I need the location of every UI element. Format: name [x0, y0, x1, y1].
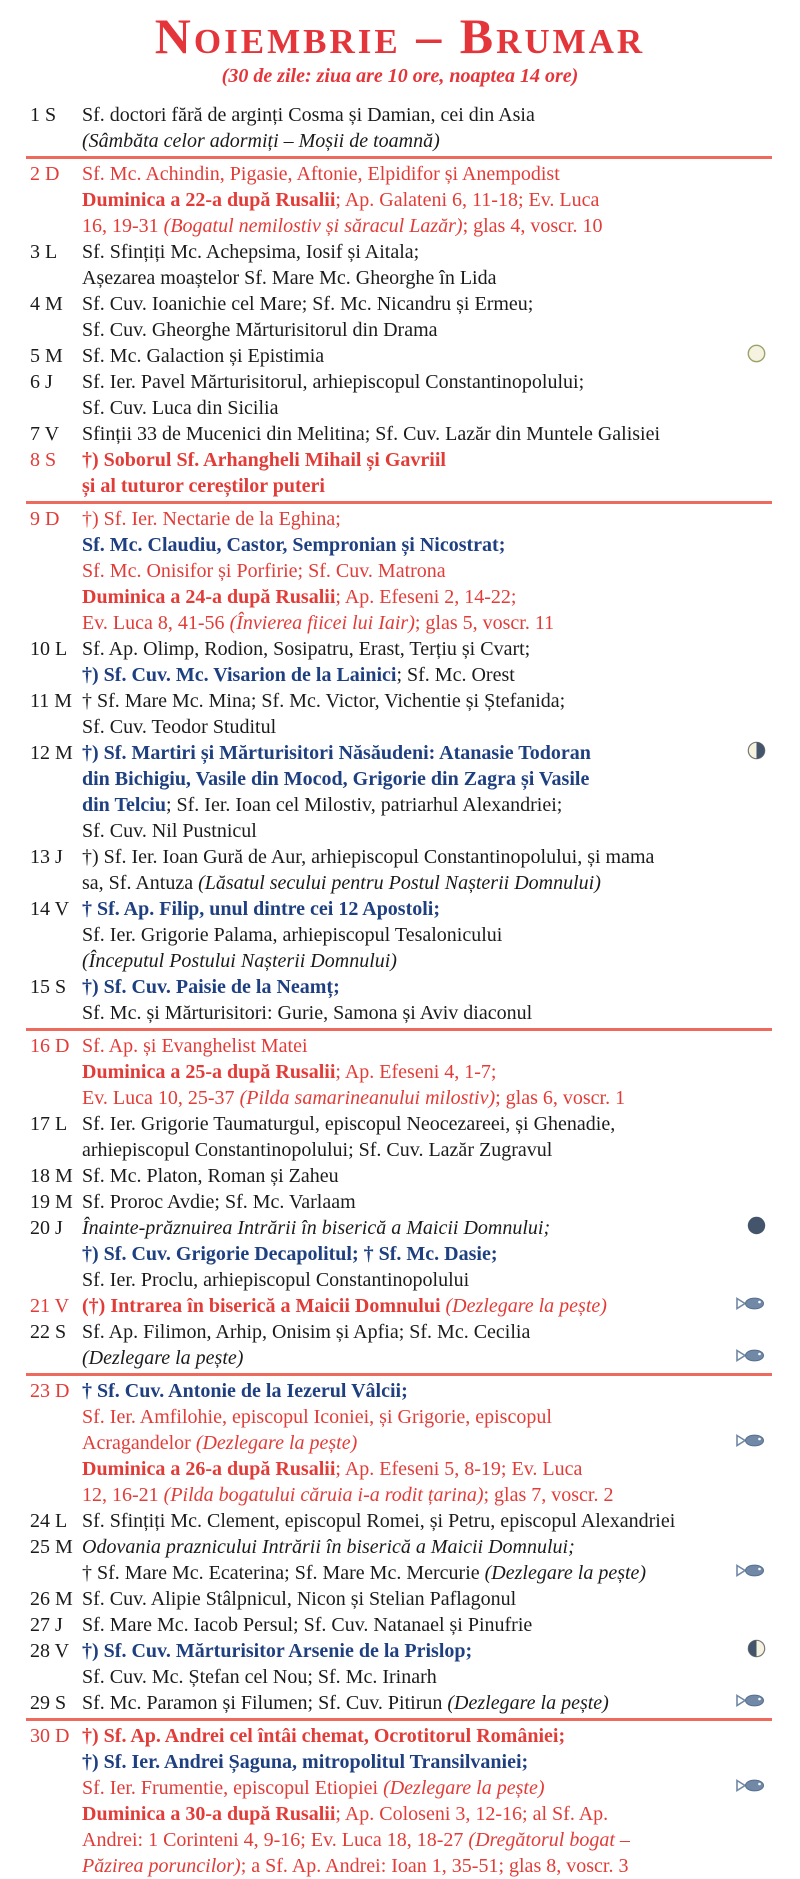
entry-text: †) Soborul Sf. Arhangheli Mihail și Gavriil	[82, 449, 446, 471]
calendar-row-day-2	[0, 161, 800, 239]
entry-line	[82, 610, 800, 636]
entry-text: Sf. Ier. Frumentie, episcopul Etiopiei	[82, 1777, 384, 1799]
entry-text: Sfinții 33 de Mucenici din Melitina; Sf. Cuv. Lazăr din Muntele Galisiei	[82, 423, 661, 445]
calendar-row-day-6	[0, 369, 800, 421]
day-label: 12 M	[30, 742, 73, 764]
fish-icon	[736, 1433, 766, 1453]
entry-text: †) Sf. Ap. Andrei cel întâi chemat, Ocrotitorul României;	[82, 1725, 566, 1747]
entry-line	[82, 1664, 800, 1690]
day-entries	[82, 688, 800, 740]
entry-line	[82, 1612, 800, 1638]
entry-text: ; Ap. Efeseni 4, 1-7;	[335, 1061, 497, 1083]
entry-text: (Învierea fiicei lui Iair)	[229, 612, 415, 634]
entry-text: ; Sf. Ier. Ioan cel Milostiv, patriarhul Alexandriei;	[165, 794, 563, 816]
day-label: 7 V	[30, 423, 60, 445]
entry-text: Înainte-prăznuirea Intrării în biserică a Maicii Domnului;	[82, 1217, 551, 1239]
entry-text: Sf. Ier. Amfilohie, episcopul Iconiei, și Grigorie, episcopul	[82, 1406, 552, 1428]
day-label: 21 V	[30, 1295, 70, 1317]
entry-line	[82, 1749, 800, 1775]
entry-text: sa, Sf. Antuza	[82, 872, 199, 894]
entry-text: Duminica a 30-a după Rusalii	[82, 1803, 336, 1825]
entry-text: †) Sf. Cuv. Mc. Visarion de la Lainici	[82, 664, 397, 686]
entry-text: Sf. Mc. Achindin, Pigasie, Aftonie, Elpidifor și Anempodist	[82, 163, 560, 185]
entry-text: Ev. Luca 10, 25-37	[82, 1087, 240, 1109]
day-entries	[82, 421, 800, 447]
day-label: 27 J	[30, 1614, 63, 1636]
entry-line	[82, 265, 800, 291]
entry-text: †) Sf. Ier. Ioan Gură de Aur, arhiepiscopul Constantinopolului, și mama	[82, 846, 655, 868]
day-label: 30 D	[30, 1725, 70, 1747]
entry-text: (Sâmbăta celor adormiți – Moșii de toamnă)	[82, 130, 440, 152]
entry-text: ; glas 7, voscr. 2	[483, 1484, 614, 1506]
entry-text: Acragandelor	[82, 1432, 196, 1454]
row-icon-slot	[736, 1778, 766, 1798]
entry-text: Sf. Cuv. Luca din Sicilia	[82, 397, 279, 419]
entry-text: din Telciu	[82, 794, 166, 816]
entry-text: (Dezlegare la pește)	[82, 1347, 244, 1369]
calendar-row-day-23	[0, 1378, 800, 1508]
entry-text: †) Sf. Cuv. Grigorie Decapolitul; † Sf. Mc. Dasie;	[82, 1243, 498, 1265]
page-subtitle: (30 de zile: ziua are 10 ore, noaptea 14 ore)	[221, 65, 579, 87]
entry-text: (Dregătorul bogat –	[468, 1829, 630, 1851]
day-label: 3 L	[30, 241, 58, 263]
entry-text: Duminica a 25-a după Rusalii	[82, 1061, 336, 1083]
entry-line	[82, 1690, 800, 1716]
day-label: 13 J	[30, 846, 63, 868]
entry-text: ; Ap. Coloseni 3, 12-16; al Sf. Ap.	[335, 1803, 609, 1825]
calendar-row-day-19	[0, 1189, 800, 1215]
entry-line	[82, 1163, 800, 1189]
full-moon-icon	[747, 344, 766, 368]
day-label: 18 M	[30, 1165, 73, 1187]
entry-text: (Lăsatul secului pentru Postul Nașterii Domnului)	[198, 872, 601, 894]
calendar-row-day-29	[0, 1690, 800, 1716]
entry-text: Ev. Luca 8, 41-56	[82, 612, 230, 634]
entry-text: (Dezlegare la pește)	[195, 1432, 358, 1454]
entry-line	[82, 766, 800, 792]
entry-text: Sf. Mc. Platon, Roman și Zaheu	[82, 1165, 339, 1187]
entry-line	[82, 1482, 800, 1508]
calendar-row-day-3	[0, 239, 800, 291]
entry-text: și al tuturor cereștilor puteri	[82, 475, 325, 497]
day-label: 1 S	[30, 104, 57, 126]
entry-text: Sf. Proroc Avdie; Sf. Mc. Varlaam	[82, 1191, 356, 1213]
entry-line	[82, 714, 800, 740]
entry-text: Sf. Ier. Grigorie Palama, arhiepiscopul Tesalonicului	[82, 924, 503, 946]
entry-line	[82, 1137, 800, 1163]
entry-line	[82, 369, 800, 395]
day-label: 28 V	[30, 1640, 70, 1662]
day-entries	[82, 291, 800, 343]
entry-line	[82, 239, 800, 265]
day-label: 9 D	[30, 508, 60, 530]
day-entries	[82, 740, 800, 844]
entry-line	[82, 1033, 800, 1059]
entry-text: Sf. Ier. Proclu, arhiepiscopul Constantinopolului	[82, 1269, 470, 1291]
row-icon-slot	[736, 1218, 766, 1238]
entry-text: (Dezlegare la pește)	[484, 1562, 647, 1584]
row-icon-slot	[736, 1348, 766, 1368]
entry-text: † Sf. Mare Mc. Ecaterina; Sf. Mare Mc. Mercurie	[82, 1562, 485, 1584]
entry-line	[82, 291, 800, 317]
day-label: 15 S	[30, 976, 67, 998]
day-entries	[82, 239, 800, 291]
calendar-row-day-9	[0, 506, 800, 636]
entry-text: Odovania praznicului Intrării în biserică a Maicii Domnului;	[82, 1536, 575, 1558]
entry-line	[82, 473, 800, 499]
entry-line	[82, 1456, 800, 1482]
day-label: 8 S	[30, 449, 57, 471]
fish-icon	[736, 1693, 766, 1713]
entry-line	[82, 1189, 800, 1215]
day-entries	[82, 1638, 800, 1690]
entry-text: Păzirea poruncilor)	[82, 1855, 241, 1877]
entry-line	[82, 532, 800, 558]
entry-text: (Pilda samarineanului milostiv)	[239, 1087, 496, 1109]
entry-text: Sf. Cuv. Ioanichie cel Mare; Sf. Mc. Nicandru și Ermeu;	[82, 293, 534, 315]
entry-line	[82, 161, 800, 187]
calendar-row-day-21	[0, 1293, 800, 1319]
calendar-row-day-10	[0, 636, 800, 688]
calendar-row-day-26	[0, 1586, 800, 1612]
calendar-list	[0, 102, 800, 1879]
day-entries	[82, 896, 800, 974]
entry-line	[82, 870, 800, 896]
entry-text: Sf. Mc. Galaction și Epistimia	[82, 345, 325, 367]
entry-text: Duminica a 22-a după Rusalii	[82, 189, 336, 211]
entry-text: Sf. Cuv. Alipie Stâlpnicul, Nicon și Stelian Paflagonul	[82, 1588, 517, 1610]
entry-line	[82, 1111, 800, 1137]
day-entries	[82, 636, 800, 688]
entry-line	[82, 558, 800, 584]
entry-text: Sf. doctori fără de arginți Cosma și Damian, cei din Asia	[82, 104, 535, 126]
entry-line	[82, 740, 800, 766]
entry-line	[82, 844, 800, 870]
entry-text: arhiepiscopul Constantinopolului; Sf. Cuv. Lazăr Zugravul	[82, 1139, 553, 1161]
day-label: 20 J	[30, 1217, 63, 1239]
entry-text: Sf. Sfințiți Mc. Clement, episcopul Romei, și Petru, episcopul Alexandriei	[82, 1510, 676, 1532]
entry-text: Sf. Sfințiți Mc. Achepsima, Iosif și Aitala;	[82, 241, 420, 263]
fish-icon	[736, 1348, 766, 1368]
entry-text: 16, 19-31	[82, 215, 164, 237]
day-label: 6 J	[30, 371, 53, 393]
entry-line	[82, 128, 800, 154]
calendar-row-day-11	[0, 688, 800, 740]
entry-line	[82, 1430, 800, 1456]
row-icon-slot	[736, 1433, 766, 1453]
entry-line	[82, 1345, 800, 1371]
entry-text: †) Sf. Martiri și Mărturisitori Năsăudeni: Atanasie Todoran	[82, 742, 591, 764]
day-entries	[82, 1508, 800, 1534]
day-entries	[82, 506, 800, 636]
day-label: 14 V	[30, 898, 70, 920]
sunday-separator-line	[26, 156, 772, 159]
entry-text: ; Ap. Efeseni 2, 14-22;	[335, 586, 517, 608]
entry-text: Sf. Ap. și Evanghelist Matei	[82, 1035, 308, 1057]
day-entries	[82, 1033, 800, 1111]
day-label: 23 D	[30, 1380, 70, 1402]
page-title: Noiembrie – Brumar	[154, 8, 646, 64]
entry-text: Sf. Mc. Claudiu, Castor, Sempronian și Nicostrat;	[82, 534, 506, 556]
entry-line	[82, 421, 800, 447]
day-label: 25 M	[30, 1536, 73, 1558]
entry-text: 12, 16-21	[82, 1484, 164, 1506]
entry-line	[82, 584, 800, 610]
row-icon-slot	[736, 1693, 766, 1713]
entry-line	[82, 1059, 800, 1085]
entry-line	[82, 1267, 800, 1293]
entry-text: ; glas 4, voscr. 10	[462, 215, 603, 237]
fish-icon	[736, 1563, 766, 1583]
entry-line	[82, 395, 800, 421]
new-moon-icon	[747, 1216, 766, 1240]
entry-text: (Dezlegare la pește)	[445, 1295, 607, 1317]
entry-line	[82, 922, 800, 948]
calendar-row-day-20	[0, 1215, 800, 1293]
entry-text: (Pilda bogatului căruia i-a rodit țarina)	[163, 1484, 484, 1506]
entry-text: † Sf. Cuv. Antonie de la Iezerul Vâlcii;	[82, 1380, 408, 1402]
sunday-separator-line	[26, 1718, 772, 1721]
entry-line	[82, 1853, 800, 1879]
entry-line	[82, 1085, 800, 1111]
entry-text: (Dezlegare la pește)	[447, 1692, 609, 1714]
day-entries	[82, 447, 800, 499]
day-label: 17 L	[30, 1113, 68, 1135]
day-label: 4 M	[30, 293, 63, 315]
calendar-row-day-12	[0, 740, 800, 844]
entry-text: †) Sf. Ier. Andrei Șaguna, mitropolitul Transilvaniei;	[82, 1751, 529, 1773]
calendar-row-day-15	[0, 974, 800, 1026]
entry-line	[82, 1293, 800, 1319]
day-label: 5 M	[30, 345, 63, 367]
calendar-row-day-28	[0, 1638, 800, 1690]
entry-text: Sf. Cuv. Gheorghe Mărturisitorul din Drama	[82, 319, 438, 341]
calendar-row-day-4	[0, 291, 800, 343]
entry-line	[82, 818, 800, 844]
entry-text: Sf. Ap. Filimon, Arhip, Onisim și Apfia; Sf. Mc. Cecilia	[82, 1321, 531, 1343]
entry-text: ; Ap. Efeseni 5, 8-19; Ev. Luca	[335, 1458, 583, 1480]
day-entries	[82, 1163, 800, 1189]
entry-line	[82, 1534, 800, 1560]
day-entries	[82, 1189, 800, 1215]
entry-text: Andrei: 1 Corinteni 4, 9-16; Ev. Luca 18, 18-27	[82, 1829, 469, 1851]
calendar-row-day-24	[0, 1508, 800, 1534]
entry-line	[82, 1801, 800, 1827]
day-label: 16 D	[30, 1035, 70, 1057]
entry-line	[82, 662, 800, 688]
entry-text: Sf. Mc. Onisifor și Porfirie; Sf. Cuv. Matrona	[82, 560, 446, 582]
entry-text: ; glas 6, voscr. 1	[495, 1087, 626, 1109]
entry-line	[82, 1508, 800, 1534]
day-label: 22 S	[30, 1321, 67, 1343]
entry-text: (Dezlegare la pește)	[383, 1777, 545, 1799]
entry-text: (Începutul Postului Nașterii Domnului)	[82, 950, 397, 972]
fish-icon	[736, 1296, 766, 1316]
day-entries	[82, 102, 800, 154]
entry-line	[82, 447, 800, 473]
entry-text: din Bichigiu, Vasile din Mocod, Grigorie din Zagra și Vasile	[82, 768, 590, 790]
entry-line	[82, 213, 800, 239]
entry-text: Sf. Mc. și Mărturisitori: Gurie, Samona și Aviv diaconul	[82, 1002, 533, 1024]
entry-line	[82, 1586, 800, 1612]
day-entries	[82, 1534, 800, 1586]
row-icon-slot	[736, 1296, 766, 1316]
entry-text: ; Ap. Galateni 6, 11-18; Ev. Luca	[335, 189, 600, 211]
day-label: 24 L	[30, 1510, 68, 1532]
entry-line	[82, 896, 800, 922]
sunday-separator-line	[26, 501, 772, 504]
entry-line	[82, 688, 800, 714]
calendar-row-day-30	[0, 1723, 800, 1879]
day-entries	[82, 974, 800, 1026]
entry-text: Sf. Cuv. Mc. Ștefan cel Nou; Sf. Mc. Irinarh	[82, 1666, 437, 1688]
day-entries	[82, 1612, 800, 1638]
entry-line	[82, 636, 800, 662]
entry-line	[82, 1404, 800, 1430]
entry-line	[82, 506, 800, 532]
entry-line	[82, 1378, 800, 1404]
entry-text: (†) Intrarea în biserică a Maicii Domnului	[82, 1295, 446, 1317]
day-entries	[82, 1378, 800, 1508]
last-quarter-moon-icon	[747, 741, 766, 765]
fish-icon	[736, 1778, 766, 1798]
calendar-row-day-8	[0, 447, 800, 499]
entry-line	[82, 1827, 800, 1853]
entry-text: †) Sf. Cuv. Mărturisitor Arsenie de la Prislop;	[82, 1640, 473, 1662]
entry-text: †) Sf. Ier. Nectarie de la Eghina;	[82, 508, 341, 530]
entry-text: ; a Sf. Ap. Andrei: Ioan 1, 35-51; glas 8, voscr. 3	[240, 1855, 629, 1877]
calendar-row-day-13	[0, 844, 800, 896]
entry-line	[82, 974, 800, 1000]
day-label: 10 L	[30, 638, 68, 660]
day-entries	[82, 1319, 800, 1371]
calendar-row-day-22	[0, 1319, 800, 1371]
calendar-row-day-14	[0, 896, 800, 974]
day-entries	[82, 1690, 800, 1716]
entry-text: ; Sf. Mc. Orest	[396, 664, 515, 686]
day-entries	[82, 161, 800, 239]
first-quarter-moon-icon	[747, 1639, 766, 1663]
entry-text: † Sf. Mare Mc. Mina; Sf. Mc. Victor, Vichentie și Ștefanida;	[82, 690, 566, 712]
entry-text: Duminica a 26-a după Rusalii	[82, 1458, 336, 1480]
entry-line	[82, 187, 800, 213]
entry-text: (Bogatul nemilostiv și săracul Lazăr)	[163, 215, 463, 237]
entry-line	[82, 317, 800, 343]
day-entries	[82, 1293, 800, 1319]
calendar-row-day-5	[0, 343, 800, 369]
entry-line	[82, 792, 800, 818]
entry-text: † Sf. Ap. Filip, unul dintre cei 12 Apostoli;	[82, 898, 441, 920]
day-entries	[82, 1215, 800, 1293]
calendar-row-day-25	[0, 1534, 800, 1586]
calendar-row-day-27	[0, 1612, 800, 1638]
entry-text: Sf. Ap. Olimp, Rodion, Sosipatru, Erast, Terțiu și Cvart;	[82, 638, 531, 660]
day-label: 26 M	[30, 1588, 73, 1610]
entry-line	[82, 1215, 800, 1241]
entry-line	[82, 1241, 800, 1267]
entry-line	[82, 1560, 800, 1586]
entry-line	[82, 1775, 800, 1801]
entry-line	[82, 948, 800, 974]
calendar-row-day-17	[0, 1111, 800, 1163]
entry-text: Sf. Cuv. Nil Pustnicul	[82, 820, 257, 842]
entry-text: Sf. Mare Mc. Iacob Persul; Sf. Cuv. Natanael și Pinufrie	[82, 1614, 533, 1636]
row-icon-slot	[736, 1641, 766, 1661]
sunday-separator-line	[26, 1373, 772, 1376]
day-label: 19 M	[30, 1191, 73, 1213]
calendar-row-day-18	[0, 1163, 800, 1189]
entry-text: Sf. Cuv. Teodor Studitul	[82, 716, 277, 738]
day-entries	[82, 369, 800, 421]
day-entries	[82, 343, 800, 369]
calendar-row-day-1	[0, 102, 800, 154]
day-label: 29 S	[30, 1692, 67, 1714]
entry-text: †) Sf. Cuv. Paisie de la Neamț;	[82, 976, 340, 998]
calendar-row-day-16	[0, 1033, 800, 1111]
entry-line	[82, 1638, 800, 1664]
day-label: 2 D	[30, 163, 60, 185]
entry-text: Duminica a 24-a după Rusalii	[82, 586, 336, 608]
entry-text: Sf. Ier. Grigorie Taumaturgul, episcopul Neocezareei, și Ghenadie,	[82, 1113, 616, 1135]
entry-line	[82, 343, 800, 369]
day-entries	[82, 844, 800, 896]
entry-line	[82, 1319, 800, 1345]
calendar-row-day-7	[0, 421, 800, 447]
entry-line	[82, 1723, 800, 1749]
day-entries	[82, 1111, 800, 1163]
day-label: 11 M	[30, 690, 73, 712]
day-entries	[82, 1586, 800, 1612]
day-entries	[82, 1723, 800, 1879]
entry-text: Așezarea moaștelor Sf. Mare Mc. Gheorghe în Lida	[82, 267, 497, 289]
entry-line	[82, 1000, 800, 1026]
sunday-separator-line	[26, 1028, 772, 1031]
entry-text: ; glas 5, voscr. 11	[414, 612, 555, 634]
page-header	[0, 0, 800, 88]
row-icon-slot	[736, 1563, 766, 1583]
entry-text: Sf. Mc. Paramon și Filumen; Sf. Cuv. Pitirun	[82, 1692, 448, 1714]
row-icon-slot	[736, 346, 766, 366]
entry-line	[82, 102, 800, 128]
entry-text: Sf. Ier. Pavel Mărturisitorul, arhiepiscopul Constantinopolului;	[82, 371, 585, 393]
row-icon-slot	[736, 743, 766, 763]
